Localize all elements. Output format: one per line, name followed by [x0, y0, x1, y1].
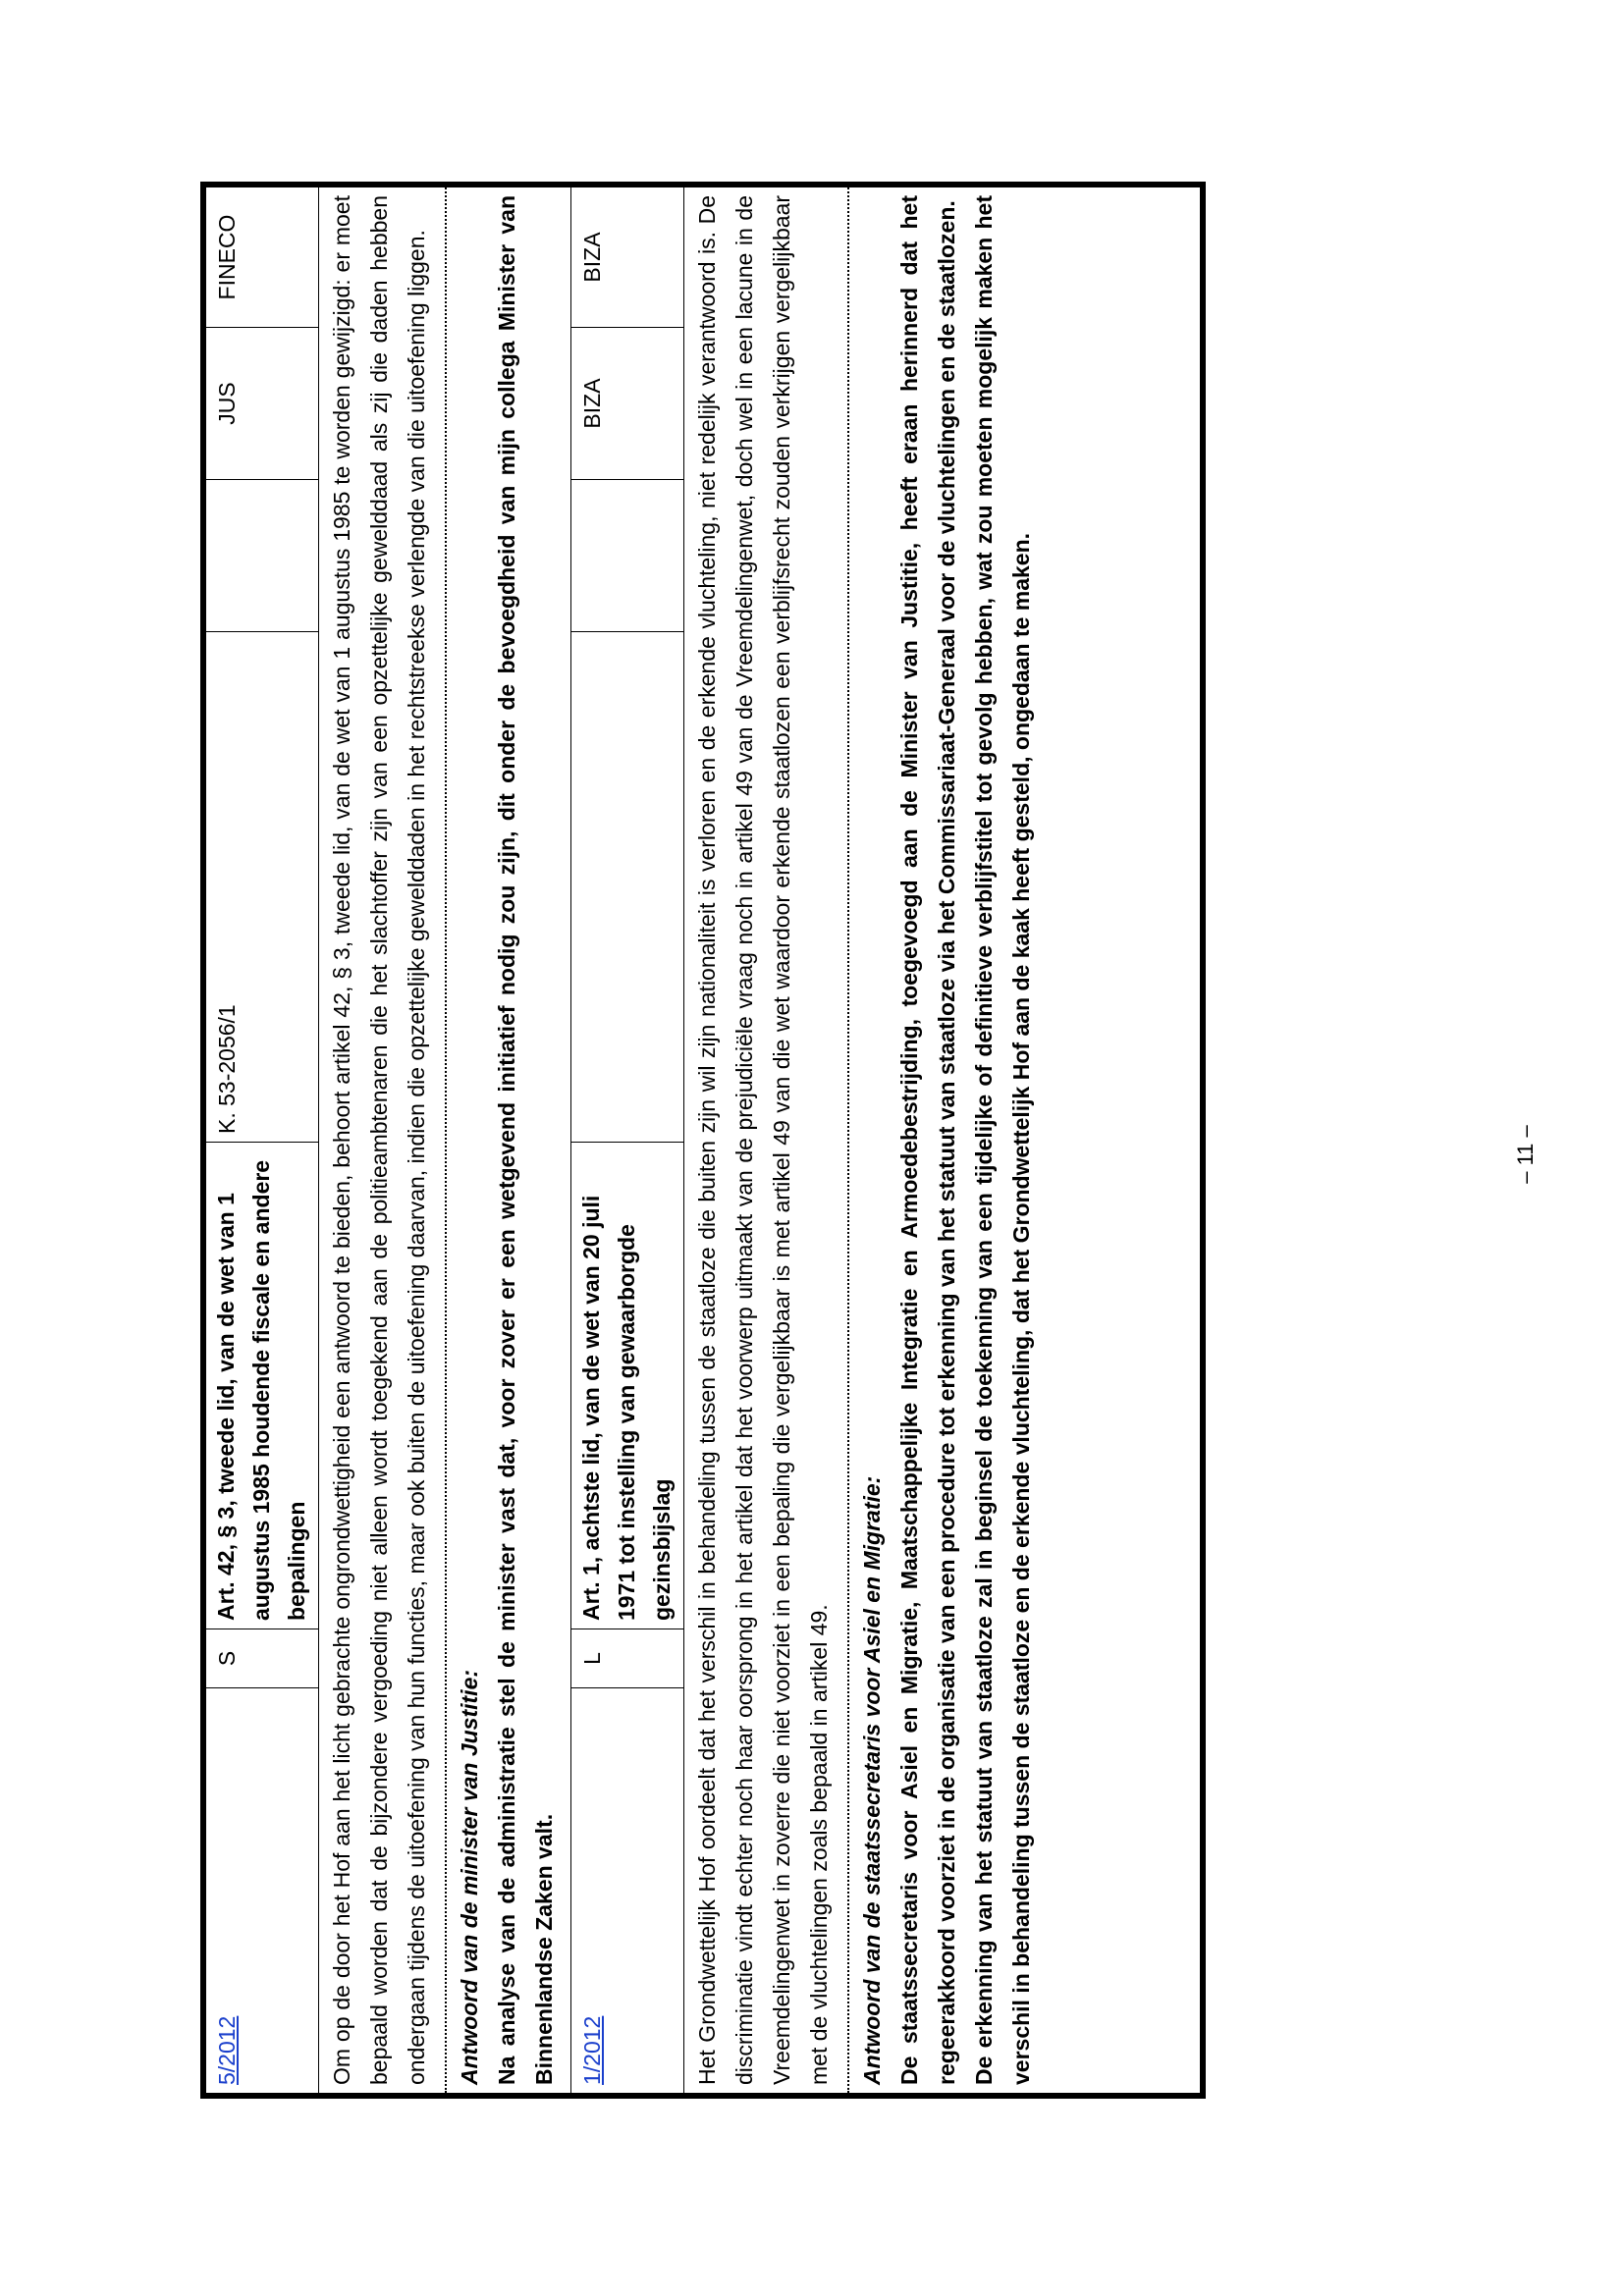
reply-text: De staatssecretaris voor Asiel en Migratie, Maatschappelijke Integratie en Armoedebestrijding, toegevoegd aan de Minister van Justitie, heeft eraan herinnerd dat het regeerakkoord voorziet in de organisatie van een procedure tot erkenning van het statuut van staatloze via het Commissariaat-Generaal voor de vluchtelingen en de staatlozen.	[896, 195, 959, 2085]
reply-text-continued: De erkenning van het statuut van staatloze zal in beginsel de toekenning van een tijdelijke of definitieve verblijfstitel tot gevolg hebben, wat zou moeten mogelijk maken het verschil in behandeling tussen de staatloze en de erkende vluchteling, dat het Grondwettelijk Hof aan de kaak heeft gesteld, ongedaan te maken.	[971, 195, 1034, 2085]
entry-summary: Om op de door het Hof aan het licht gebrachte ongrondwettigheid een antwoord te bieden, behoort artikel 42, § 3, tweede lid, van de wet van 1 augustus 1985 te worden gewijzigd: er moet bepaald worden dat de bijzondere vergoeding niet alleen wordt toegekend aan de politieambtenaren die het slachtoffer zijn van een opzettelijke gewelddaad als zij die daden hebben ondergaan tijdens de uitoefening van hun functies, maar ook buiten de uitoefening daarvan, indien die opzettelijke gewelddaden in het rechtstreekse verlengde van die uitoefening liggen.	[319, 187, 447, 2093]
minister-reply	[447, 187, 571, 2093]
page-number-label: – 11 –	[1513, 1125, 1538, 1184]
state-secretary-reply	[849, 187, 1048, 2093]
ministry-cell-2: BIZA	[571, 327, 683, 479]
reply-text: Na analyse van de administratie stel de minister vast dat, voor zover er een wetgevend initiatief nodig zou zijn, dit onder de bevoegdheid van mijn collega Minister van Binnenlandse Zaken valt.	[494, 195, 557, 2085]
entry-header-row	[206, 187, 319, 2093]
document-reference	[571, 631, 683, 1142]
judgment-number-cell	[571, 1687, 683, 2093]
judgment-number-cell	[206, 1687, 318, 2093]
ministry-cell-1	[571, 479, 683, 631]
entry-header-row	[571, 187, 684, 2093]
rotated-page-content	[200, 182, 1206, 2099]
type-code: L	[571, 1629, 683, 1687]
reply-heading: Antwoord van de staatssecretaris voor Asiel en Migratie:	[859, 1475, 885, 2085]
reply-heading: Antwoord van de minister van Justitie:	[457, 1669, 482, 2085]
ministry-cell-2: JUS	[206, 327, 318, 479]
article-reference: Art. 42, § 3, tweede lid, van de wet van 1 augustus 1985 houdende fiscale en andere bepalingen	[206, 1142, 318, 1629]
judgment-number-link[interactable]: 5/2012	[214, 2015, 240, 2085]
entry-summary: Het Grondwettelijk Hof oordeelt dat het verschil in behandeling tussen de staatloze die buiten zijn wil zijn nationaliteit is verloren en de erkende vluchteling, niet redelijk verantwoord is. De discriminatie vindt echter noch haar oorsprong in het artikel dat het voorwerp uitmaakt van de prejudiciële vraag noch in artikel 49 van de Vreemdelingenwet, doch wel in een lacune in de Vreemdelingenwet in zoverre die niet voorziet in een bepaling die vergelijkbaar is met artikel 49 van die wet waardoor erkende staatlozen een verblijfsrecht zouden verkrijgen vergelijkbaar met de vluchtelingen zoals bepaald in artikel 49.	[684, 187, 849, 2093]
type-code: S	[206, 1629, 318, 1687]
judgment-number-link[interactable]: 1/2012	[579, 2015, 605, 2085]
document-reference: K. 53-2056/1	[206, 631, 318, 1142]
judgment-table	[200, 182, 1206, 2099]
ministry-cell-3: BIZA	[579, 232, 605, 283]
ministry-cell-1	[206, 479, 318, 631]
page-number	[1506, 1125, 1545, 1184]
article-reference: Art. 1, achtste lid, van de wet van 20 juli 1971 tot instelling van gewaarborgde gezinsbijslag	[571, 1142, 683, 1629]
ministry-cell-3: FINECO	[214, 214, 240, 300]
